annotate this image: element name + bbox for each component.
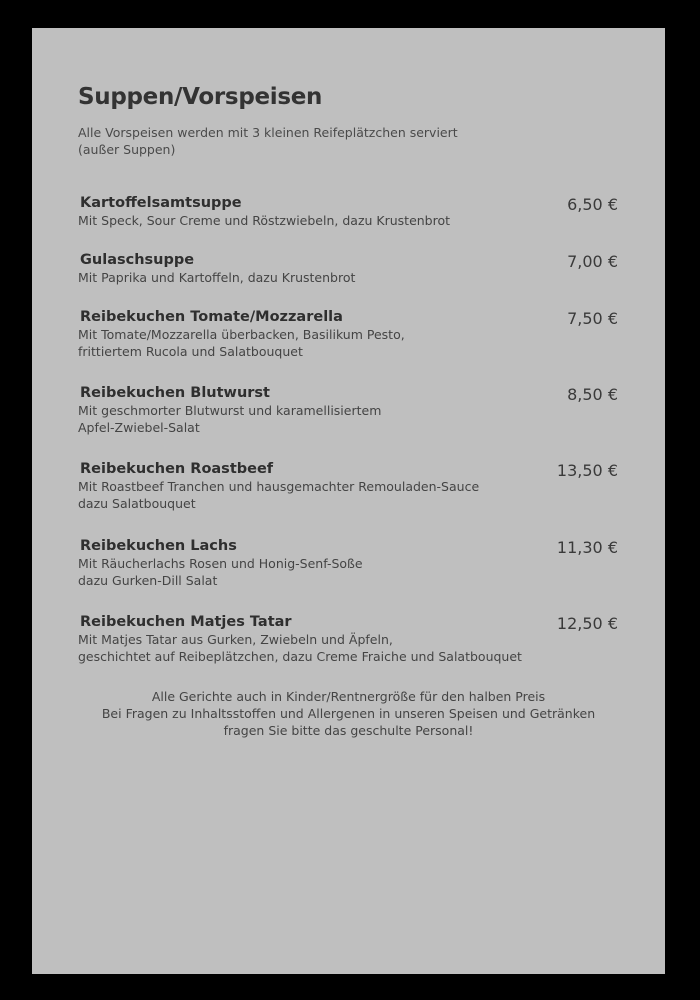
menu-item-description: Mit geschmorter Blutwurst und karamellisiertem	[78, 403, 382, 418]
menu-item-name: Reibekuchen Blutwurst	[80, 385, 270, 401]
menu-item-description: Mit Matjes Tatar aus Gurken, Zwiebeln und Äpfeln,	[78, 632, 393, 647]
menu-item-gulaschsuppe	[78, 251, 618, 286]
menu-item-description: Mit Räucherlachs Rosen und Honig-Senf-Soße	[78, 556, 363, 571]
menu-intro-line: (außer Suppen)	[78, 142, 176, 157]
menu-item-description: Mit Paprika und Kartoffeln, dazu Krustenbrot	[78, 270, 356, 285]
menu-item-name: Reibekuchen Roastbeef	[80, 461, 274, 477]
menu-item-description: Mit Tomate/Mozzarella überbacken, Basilikum Pesto,	[78, 327, 405, 342]
footer-line: Alle Gerichte auch in Kinder/Rentnergröße für den halben Preis	[151, 689, 546, 704]
menu-item-price: 12,50 €	[556, 614, 618, 633]
menu-intro-line: Alle Vorspeisen werden mit 3 kleinen Reifeplätzchen serviert	[78, 125, 458, 140]
menu-item-price: 8,50 €	[567, 385, 618, 404]
menu-item-description: Apfel-Zwiebel-Salat	[78, 420, 200, 435]
menu-item-name: Reibekuchen Matjes Tatar	[80, 614, 292, 630]
menu-page	[32, 28, 665, 974]
menu-item-price: 11,30 €	[556, 538, 618, 557]
menu-item-description: dazu Gurken-Dill Salat	[78, 573, 218, 588]
menu-item-reibekuchen-lachs	[78, 537, 618, 589]
menu-item-name: Kartoffelsamtsuppe	[80, 195, 242, 211]
menu-item-reibekuchen-tomate-mozzarella	[78, 308, 618, 360]
footer-line: Bei Fragen zu Inhaltsstoffen und Allergenen in unseren Speisen und Getränken	[101, 706, 596, 721]
menu-item-description: frittiertem Rucola und Salatbouquet	[78, 344, 303, 359]
menu-item-price: 7,50 €	[567, 309, 618, 328]
menu-footer-note	[32, 688, 665, 739]
menu-item-reibekuchen-blutwurst	[78, 384, 618, 436]
menu-item-name: Reibekuchen Lachs	[80, 538, 237, 554]
menu-item-description: geschichtet auf Reibeplätzchen, dazu Creme Fraiche und Salatbouquet	[78, 649, 522, 664]
menu-item-description: Mit Speck, Sour Creme und Röstzwiebeln, dazu Krustenbrot	[78, 213, 451, 228]
menu-item-price: 13,50 €	[556, 461, 618, 480]
menu-item-description: Mit Roastbeef Tranchen und hausgemachter Remouladen-Sauce	[78, 479, 480, 494]
menu-item-name: Reibekuchen Tomate/Mozzarella	[80, 309, 343, 325]
menu-item-description: dazu Salatbouquet	[78, 496, 196, 511]
menu-section-title: Suppen/Vorspeisen	[78, 84, 323, 110]
menu-item-kartoffelsamtsuppe	[78, 194, 618, 229]
menu-item-reibekuchen-matjes-tatar	[78, 613, 618, 665]
menu-item-name: Gulaschsuppe	[80, 252, 195, 268]
menu-intro	[78, 124, 458, 158]
menu-item-price: 6,50 €	[567, 195, 618, 214]
menu-item-reibekuchen-roastbeef	[78, 460, 618, 512]
footer-line: fragen Sie bitte das geschulte Personal!	[223, 723, 474, 738]
menu-item-price: 7,00 €	[567, 252, 618, 271]
